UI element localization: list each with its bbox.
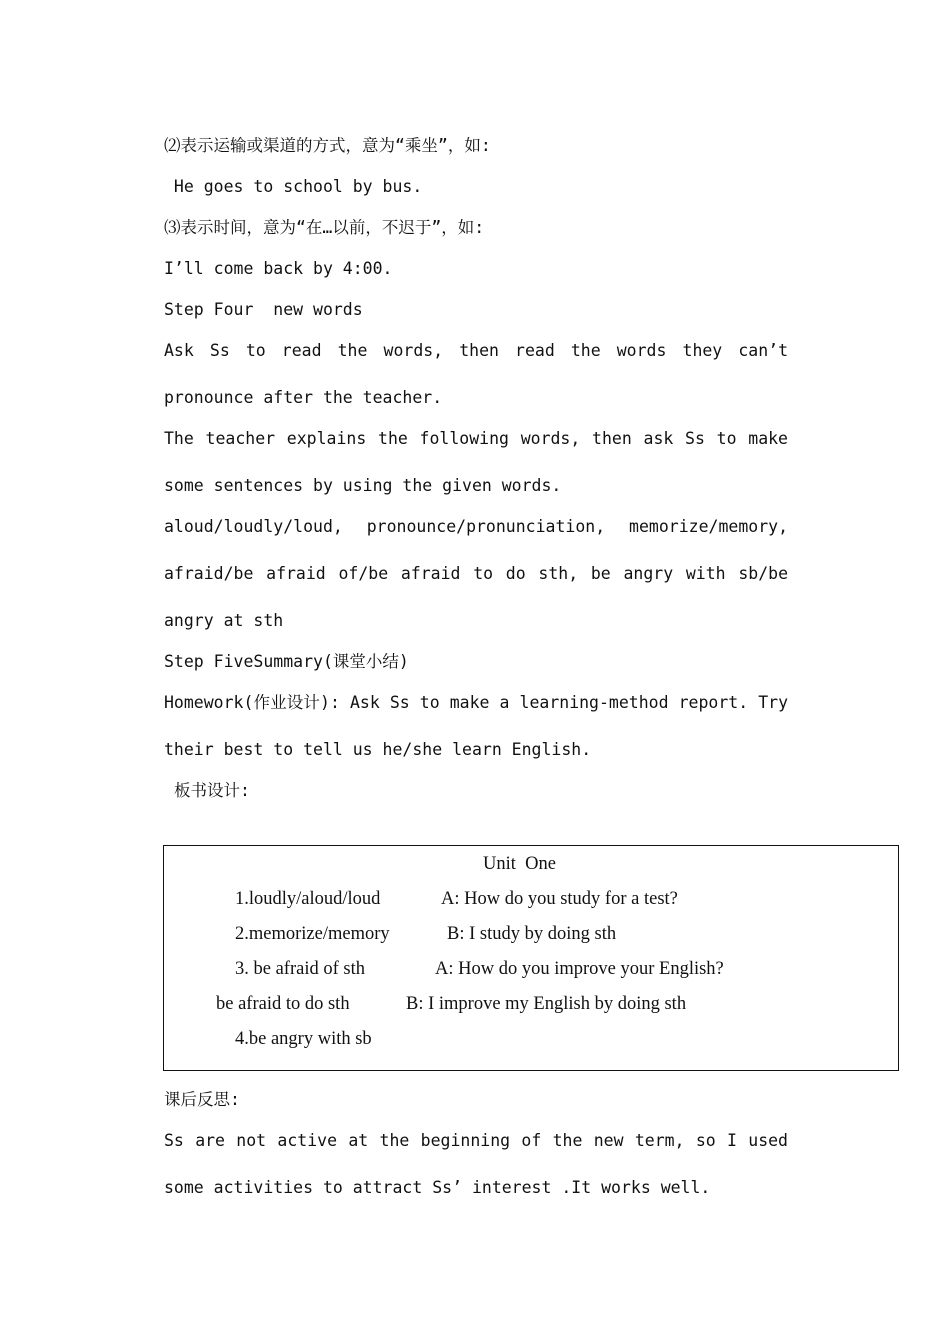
text-line-usage-3: ⑶表示时间，意为“在…以前，不迟于”，如: bbox=[164, 218, 485, 237]
text-line-example-bus: He goes to school by bus. bbox=[164, 177, 423, 196]
word-list-line-1: aloud/loudly/loud, pronounce/pronunciation, memorize/memory, bbox=[164, 517, 788, 536]
board-item: 2.memorize/memory bbox=[235, 924, 390, 944]
text-line-step4-d: some sentences by using the given words. bbox=[164, 476, 562, 495]
homework-line-1: Homework(作业设计): Ask Ss to make a learning-method report. Try bbox=[164, 693, 788, 712]
step-five-heading: Step FiveSummary(课堂小结) bbox=[164, 652, 409, 671]
text-line-example-time: I’ll come back by 4:00. bbox=[164, 259, 393, 278]
step-four-heading: Step Four new words bbox=[164, 300, 363, 319]
homework-line-2: their best to tell us he/she learn English. bbox=[164, 740, 592, 759]
reflection-line-1: Ss are not active at the beginning of the new term, so I used bbox=[164, 1131, 788, 1150]
board-item: B: I study by doing sth bbox=[447, 924, 617, 944]
board-design-heading: 板书设计: bbox=[174, 781, 250, 800]
text-line-step4-b: pronounce after the teacher. bbox=[164, 388, 443, 407]
board-item: A: How do you improve your English? bbox=[435, 959, 724, 979]
reflection-heading: 课后反思: bbox=[164, 1090, 240, 1109]
board-item: 4.be angry with sb bbox=[235, 1029, 372, 1049]
board-title: Unit One bbox=[483, 854, 556, 874]
word-list-line-2: afraid/be afraid of/be afraid to do sth, be angry with sb/be bbox=[164, 564, 788, 583]
text-line-usage-2: ⑵表示运输或渠道的方式，意为“乘坐”，如: bbox=[164, 136, 491, 155]
word-list-line-3: angry at sth bbox=[164, 611, 284, 630]
text-line-step4-c: The teacher explains the following words, then ask Ss to make bbox=[164, 429, 788, 448]
text-line-step4-a: Ask Ss to read the words, then read the words they can’t bbox=[164, 341, 788, 360]
board-item: be afraid to do sth bbox=[216, 994, 350, 1014]
board-item: 1.loudly/aloud/loud bbox=[235, 889, 381, 909]
board-item: 3. be afraid of sth bbox=[235, 959, 365, 979]
reflection-line-2: some activities to attract Ss’ interest .It works well. bbox=[164, 1178, 711, 1197]
blackboard-design-box bbox=[163, 845, 899, 1071]
board-item: A: How do you study for a test? bbox=[441, 889, 678, 909]
board-item: B: I improve my English by doing sth bbox=[406, 994, 687, 1014]
